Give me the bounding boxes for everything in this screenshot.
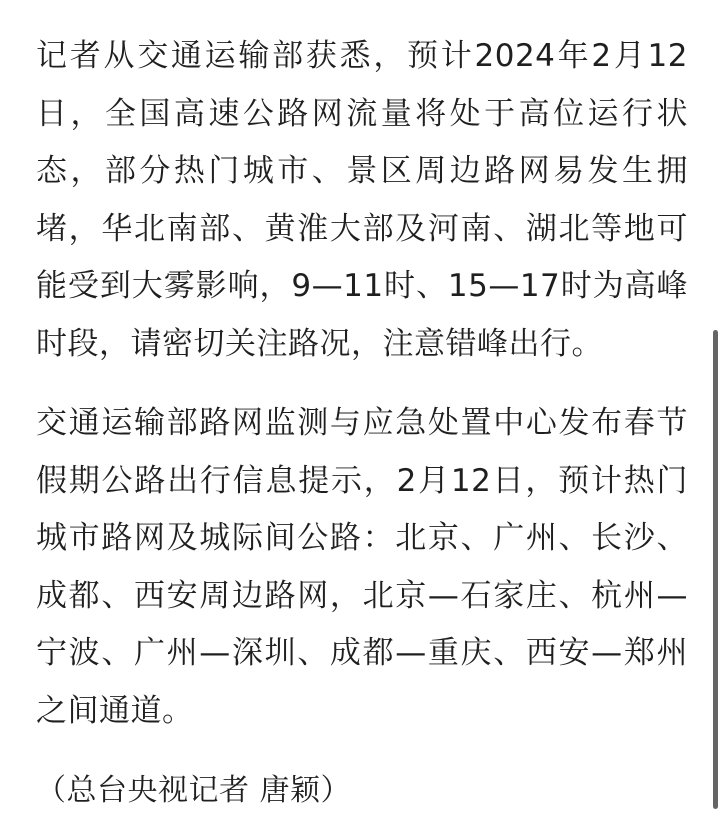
article-paragraph-1: 记者从交通运输部获悉，预计2024年2月12日，全国高速公路网流量将处于高位运行状态，部分热门城市、景区周边路网易发生拥堵，华北南部、黄淮大部及河南、湖北等地可能受到大雾影响，9—11时、15—17时为高峰时段，请密切关注路况，注意错峰出行。 bbox=[36, 38, 688, 362]
article-byline: （总台央视记者 唐颖） bbox=[36, 773, 352, 808]
scrollbar-thumb[interactable] bbox=[713, 330, 718, 809]
article-body bbox=[36, 28, 688, 819]
scrollbar[interactable] bbox=[712, 330, 718, 809]
article-paragraph-2: 交通运输部路网监测与应急处置中心发布春节假期公路出行信息提示，2月12日，预计热门城市路网及城际间公路：北京、广州、长沙、成都、西安周边路网，北京—石家庄、杭州—宁波、广州—深圳、成都—重庆、西安—郑州之间通道。 bbox=[36, 405, 688, 729]
